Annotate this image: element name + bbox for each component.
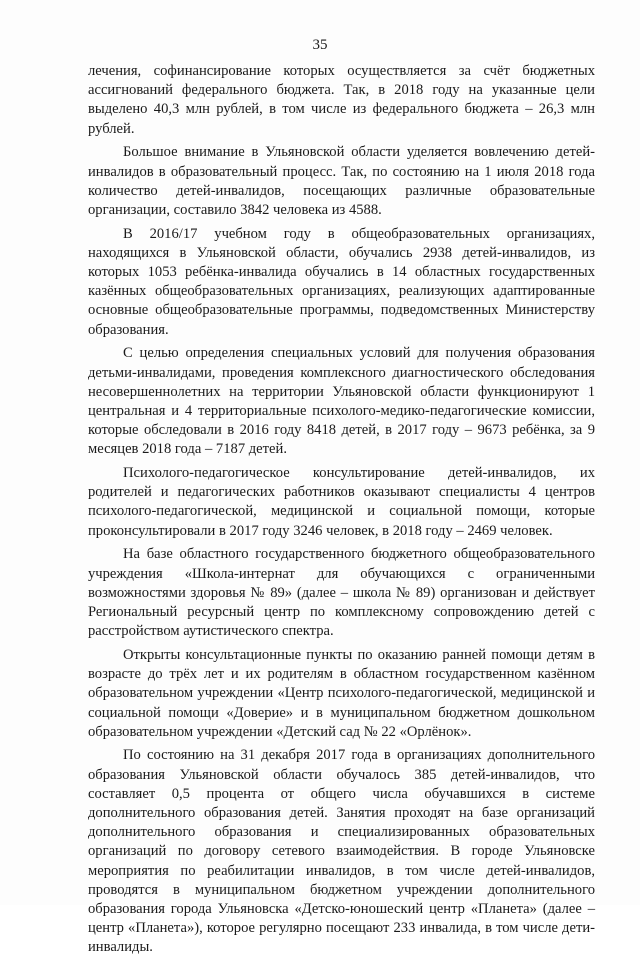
- paragraph-7: Открыты консультационные пункты по оказанию ранней помощи детям в возрасте до трёх лет и их родителям в областном государственном казённом образовательном учреждении «Центр психолого-педагогической, медицинской и социальной помощи «Доверие» и в муниципальном бюджетном дошкольном образовательном учреждении «Детский сад № 22 «Орлёнок».: [88, 646, 595, 740]
- paragraph-3: В 2016/17 учебном году в общеобразовательных организациях, находящихся в Ульяновской области, обучались 2938 детей-инвалидов, из которых 1053 ребёнка-инвалида обучались в 14 областных государственных казённых общеобразовательных организациях, реализующих адаптированные основные общеобразовательные программы, подведомственных Министерству образования.: [88, 225, 595, 338]
- page-body: [88, 62, 595, 962]
- paragraph-6: На базе областного государственного бюджетного общеобразовательного учреждения «Школа-интернат для обучающихся с ограниченными возможностями здоровья № 89» (далее – школа № 89) организован и действует Региональный ресурсный центр по комплексному сопровождению детей с расстройством аутистического спектра.: [88, 546, 595, 640]
- paragraph-2: Большое внимание в Ульяновской области уделяется вовлечению детей-инвалидов в образовательный процесс. Так, по состоянию на 1 июля 2018 года количество детей-инвалидов, посещающих различные образовательные организации, составило 3842 человека из 4588.: [88, 144, 595, 218]
- page-number: 35: [312, 37, 328, 53]
- paragraph-8: По состоянию на 31 декабря 2017 года в организациях дополнительного образования Ульяновской области обучалось 385 детей-инвалидов, что составляет 0,5 процента от общего числа обучавшихся в системе дополнительного образования детей. Занятия проходят на базе организаций дополнительного образования и специализированных образовательных организаций по договору сетевого взаимодействия. В городе Ульяновске мероприятия по реабилитации инвалидов, в том числе детей-инвалидов, проводятся в муниципальном бюджетном учреждении дополнительного образования города Ульяновска «Детско-юношеский центр «Планета» (далее – центр «Планета»), которое регулярно посещают 233 инвалида, в том числе дети-инвалиды.: [88, 747, 595, 956]
- paragraph-4: С целью определения специальных условий для получения образования детьми-инвалидами, проведения комплексного диагностического обследования несовершеннолетних на территории Ульяновской области функционируют 1 центральная и 4 территориальные психолого-медико-педагогические комиссии, которые обследовали в 2016 году 8418 детей, в 2017 году – 9673 ребёнка, за 9 месяцев 2018 года – 7187 детей.: [88, 345, 595, 458]
- paragraph-5: Психолого-педагогическое консультирование детей-инвалидов, их родителей и педагогических работников оказывают специалисты 4 центров психолого-педагогической, медицинской и социальной помощи, которые проконсультировали в 2017 году 3246 человек, в 2018 году – 2469 человек.: [88, 465, 595, 539]
- paragraph-1: лечения, софинансирование которых осуществляется за счёт бюджетных ассигнований федерального бюджета. Так, в 2018 году на указанные цели выделено 40,3 млн рублей, в том числе из федерального бюджета – 26,3 млн рублей.: [88, 63, 595, 137]
